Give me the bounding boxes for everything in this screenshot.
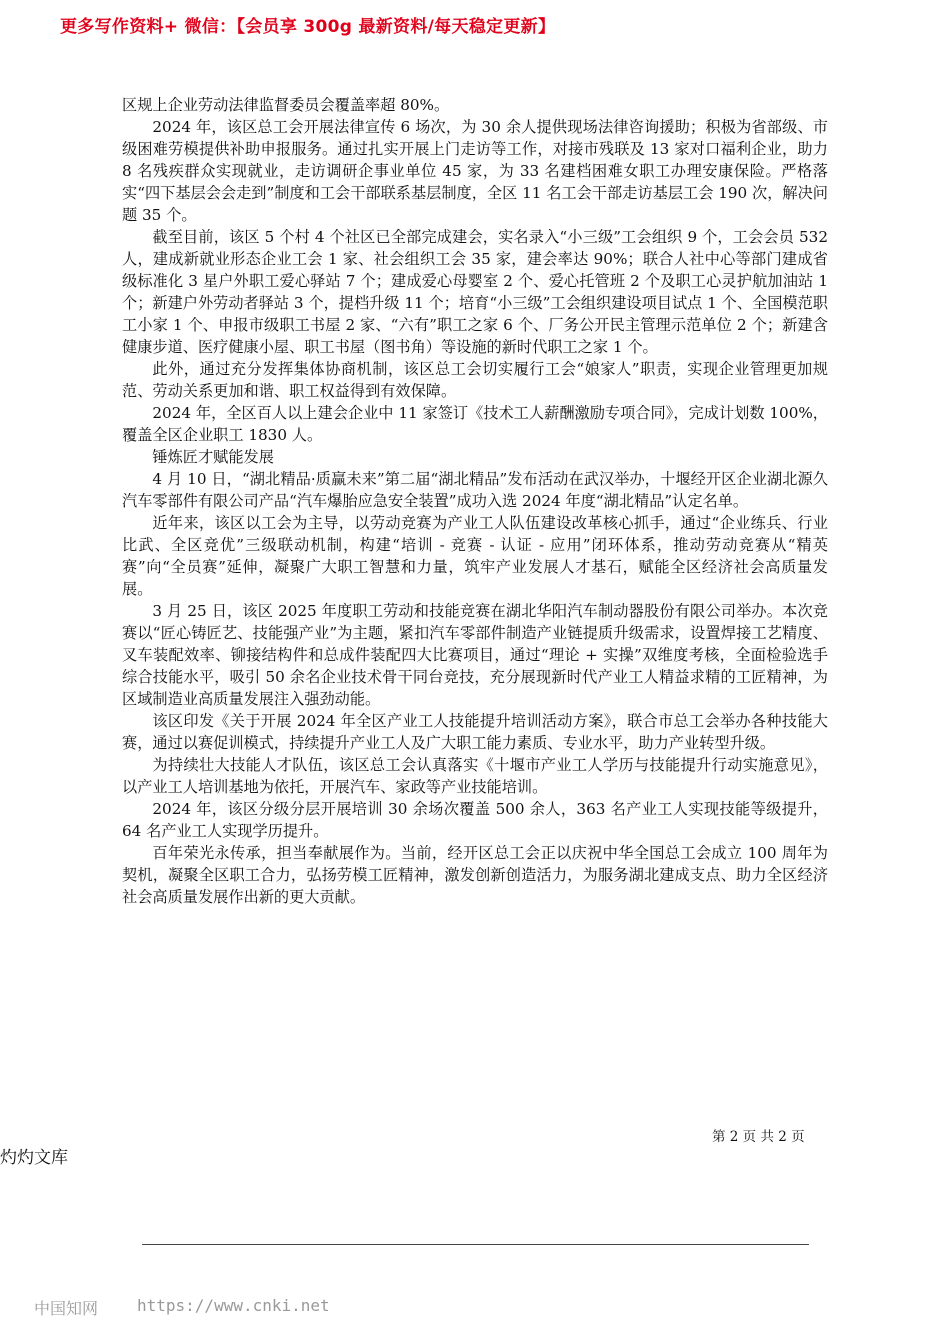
paragraph: 截至目前，该区 5 个村 4 个社区已全部完成建会，实名录入“小三级”工会组织 9 个，工会会员 532 人，建成新就业形态企业工会 1 家、社会组织工会 35 家，建会率达 90%；联合人社中心等部门建成省级标准化 3 星户外职工爱心驿站 7 个；建成爱心母婴室 2 个、爱心托管班 2 个及职工心灵护航加油站 1 个；新建户外劳动者驿站 3 个，提档升级 11 个；培育“小三级”工会组织建设项目试点 1 个、全国模范职工小家 1 个、申报市级职工书屋 2 家、“六有”职工之家 6 个、厂务公开民主管理示范单位 2 个；新建含健康步道、医疗健康小屋、职工书屋（图书角）等设施的新时代职工之家 1 个。 — [122, 228, 828, 356]
footer-source-name: 中国知网 — [34, 1299, 99, 1318]
paragraph: 区规上企业劳动法律监督委员会覆盖率超 80%。 — [122, 96, 450, 114]
page-number: 第 2 页 共 2 页 — [712, 1129, 805, 1145]
watermark-label: 灼灼文库 — [0, 1148, 68, 1168]
paragraph: 4 月 10 日，“湖北精品·质赢未来”第二届“湖北精品”发布活动在武汉举办，十堰经开区企业湖北源久汽车零部件有限公司产品“汽车爆胎应急安全装置”成功入选 2024 年度“湖北精品”认定名单。 — [122, 470, 828, 510]
paragraph: 2024 年，全区百人以上建会企业中 11 家签订《技术工人薪酬激励专项合同》，完成计划数 100%，覆盖全区企业职工 1830 人。 — [122, 404, 828, 444]
paragraph: 近年来，该区以工会为主导，以劳动竞赛为产业工人队伍建设改革核心抓手，通过“企业练兵、行业比武、全区竞优”三级联动机制，构建“培训 - 竞赛 - 认证 - 应用”闭环体系，推动劳动竞赛从“精英赛”向“全员赛”延伸，凝聚广大职工智慧和力量，筑牢产业发展人才基石，赋能全区经济社会高质量发展。 — [122, 514, 828, 598]
paragraph: 百年荣光永传承，担当奉献展作为。当前，经开区总工会正以庆祝中华全国总工会成立 100 周年为契机，凝聚全区职工合力，弘扬劳模工匠精神，激发创新创造活力，为服务湖北建成支点、助力全区经济社会高质量发展作出新的更大贡献。 — [122, 844, 828, 906]
paragraph: 3 月 25 日，该区 2025 年度职工劳动和技能竞赛在湖北华阳汽车制动器股份有限公司举办。本次竞赛以“匠心铸匠艺、技能强产业”为主题，紧扣汽车零部件制造产业链提质升级需求，设置焊接工艺精度、叉车装配效率、铆接结构件和总成件装配四大比赛项目，通过“理论 + 实操”双维度考核，全面检验选手综合技能水平，吸引 50 余名企业技术骨干同台竞技，充分展现新时代产业工人精益求精的工匠精神，为区域制造业高质量发展注入强劲动能。 — [122, 602, 828, 708]
paragraph: 为持续壮大技能人才队伍，该区总工会认真落实《十堰市产业工人学历与技能提升行动实施意见》，以产业工人培训基地为依托，开展汽车、家政等产业技能培训。 — [122, 756, 828, 796]
footer-divider — [142, 1244, 809, 1245]
promo-banner: 更多写作资料+ 微信：【会员享 300g 最新资料/每天稳定更新】 — [60, 17, 556, 37]
paragraph: 该区印发《关于开展 2024 年全区产业工人技能提升培训活动方案》，联合市总工会举办各种技能大赛，通过以赛促训模式，持续提升产业工人及广大职工能力素质、专业水平，助力产业转型升级。 — [122, 712, 828, 752]
paragraph: 2024 年，该区总工会开展法律宣传 6 场次，为 30 余人提供现场法律咨询援助；积极为省部级、市级困难劳模提供补助申报服务。通过扎实开展上门走访等工作，对接市残联及 13 家对口福利企业，助力 8 名残疾群众实现就业，走访调研企事业单位 45 家，为 33 名建档困难女职工办理安康保险。严格落实“四下基层会会走到”制度和工会干部联系基层制度，全区 11 名工会干部走访基层工会 190 次，解决问题 35 个。 — [122, 118, 828, 224]
footer-url-link[interactable]: https://www.cnki.net — [137, 1296, 330, 1315]
article-body — [122, 94, 828, 908]
section-heading: 锤炼匠才赋能发展 — [152, 448, 274, 466]
paragraph: 此外，通过充分发挥集体协商机制，该区总工会切实履行工会“娘家人”职责，实现企业管理更加规范、劳动关系更加和谐、职工权益得到有效保障。 — [122, 360, 828, 400]
paragraph: 2024 年，该区分级分层开展培训 30 余场次覆盖 500 余人，363 名产业工人实现技能等级提升，64 名产业工人实现学历提升。 — [122, 800, 828, 840]
